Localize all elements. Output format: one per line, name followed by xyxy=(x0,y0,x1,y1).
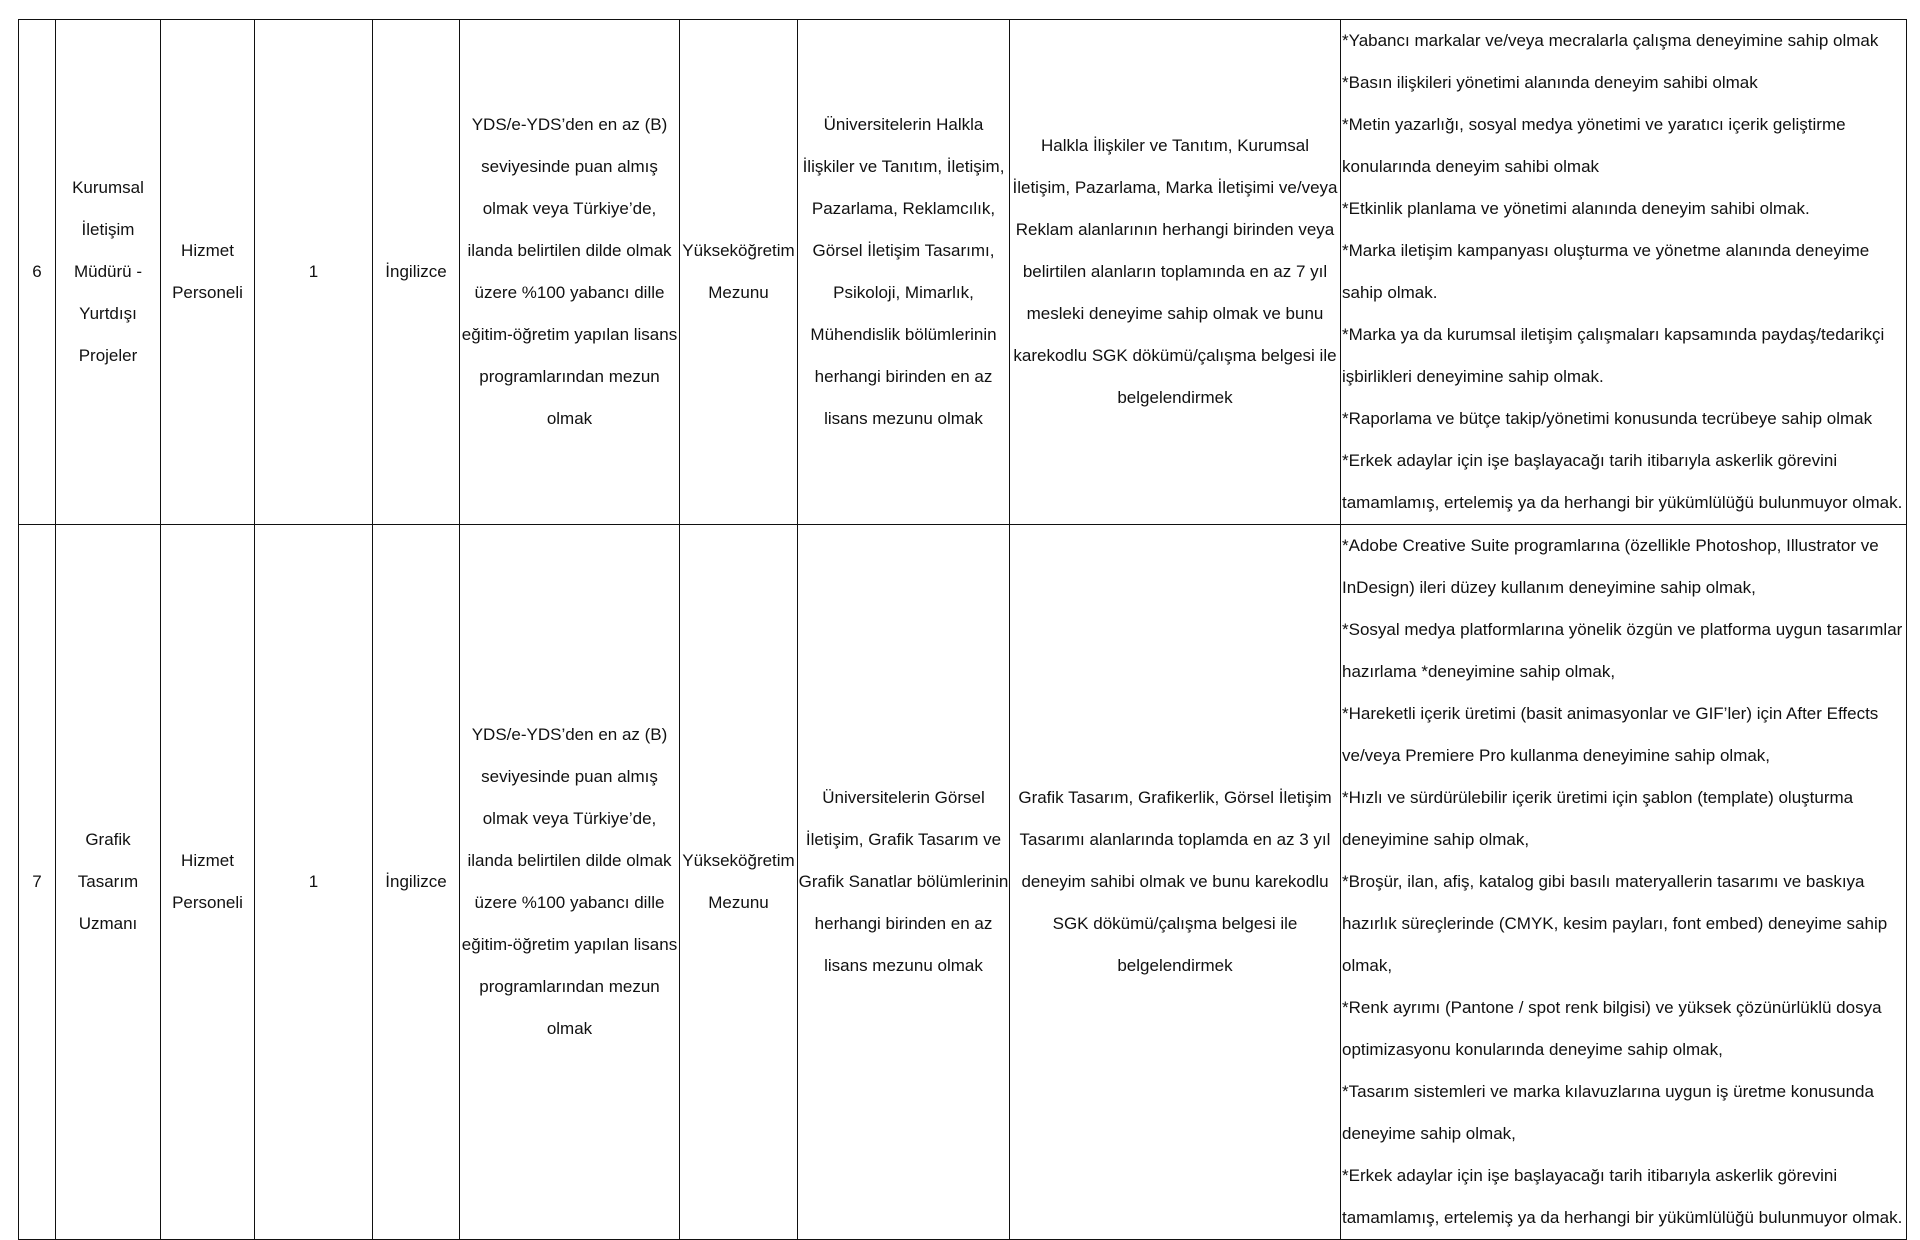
language-requirement: YDS/e-YDS’den en az (B) seviyesinde puan almış olmak veya Türkiye’de, ilanda belirtilen dilde olmak üzere %100 yabancı dille eğitim-öğretim yapılan lisans programlarından mezun olmak xyxy=(461,725,678,1038)
position-cell xyxy=(56,20,161,525)
position-count: 1 xyxy=(308,262,319,281)
position-count: 1 xyxy=(308,872,319,891)
department-cell xyxy=(798,20,1010,525)
staff-type: Hizmet Personeli xyxy=(172,241,243,302)
requirement-item: *Sosyal medya platformlarına yönelik özgün ve platforma uygun tasarımlar hazırlama *deneyimine sahip olmak, xyxy=(1342,620,1903,681)
requirement-item: *Hızlı ve sürdürülebilir içerik üretimi için şablon (template) oluşturma deneyimine sahip olmak, xyxy=(1342,788,1854,849)
job-listing-table xyxy=(18,19,1907,1240)
row-number: 7 xyxy=(32,872,42,891)
language-requirement-cell xyxy=(460,20,680,525)
requirement-item: *Renk ayrımı (Pantone / spot renk bilgisi) ve yüksek çözünürlüklü dosya optimizasyonu konularında deneyime sahip olmak, xyxy=(1342,998,1882,1059)
requirement-item: *Marka ya da kurumsal iletişim çalışmaları kapsamında paydaş/tedarikçi işbirlikleri deneyimine sahip olmak. xyxy=(1342,325,1885,386)
requirement-item: *Adobe Creative Suite programlarına (özellikle Photoshop, Illustrator ve InDesign) ileri düzey kullanım deneyimine sahip olmak, xyxy=(1342,536,1879,597)
requirements-cell xyxy=(1341,20,1907,525)
requirement-item: *Tasarım sistemleri ve marka kılavuzlarına uygun iş üretme konusunda deneyime sahip olmak, xyxy=(1342,1082,1874,1143)
experience-requirement: Grafik Tasarım, Grafikerlik, Görsel İletişim Tasarımı alanlarında toplamda en az 3 yıl deneyim sahibi olmak ve bunu karekodlu SGK dökümü/çalışma belgesi ile belgelendirmek xyxy=(1018,788,1332,975)
department-requirement: Üniversitelerin Görsel İletişim, Grafik Tasarım ve Grafik Sanatlar bölümlerinin herhangi birinden en az lisans mezunu olmak xyxy=(798,788,1009,975)
language-requirement-cell xyxy=(460,525,680,1240)
education-level-cell xyxy=(680,20,798,525)
staff-type-cell xyxy=(161,525,255,1240)
requirement-item: *Erkek adaylar için işe başlayacağı tarih itibarıyla askerlik görevini tamamlamış, ertelemiş ya da herhangi bir yükümlülüğü bulunmuyor olmak. xyxy=(1342,1166,1903,1227)
requirement-item: *Basın ilişkileri yönetimi alanında deneyim sahibi olmak xyxy=(1342,73,1758,92)
row-number-cell xyxy=(19,525,56,1240)
position-title: Kurumsal İletişim Müdürü - Yurtdışı Projeler xyxy=(72,178,144,365)
row-number: 6 xyxy=(32,262,42,281)
language: İngilizce xyxy=(385,262,447,281)
language-cell xyxy=(373,20,460,525)
position-cell xyxy=(56,525,161,1240)
requirement-item: *Broşür, ilan, afiş, katalog gibi basılı materyallerin tasarımı ve baskıya hazırlık süreçlerinde (CMYK, kesim payları, font embed) deneyime sahip olmak, xyxy=(1342,872,1888,975)
language: İngilizce xyxy=(385,872,447,891)
staff-type-cell xyxy=(161,20,255,525)
requirement-item: *Hareketli içerik üretimi (basit animasyonlar ve GIF’ler) için After Effects ve/veya Premiere Pro kullanma deneyimine sahip olmak, xyxy=(1342,704,1879,765)
count-cell xyxy=(255,20,373,525)
table-row xyxy=(19,20,1907,525)
requirement-item: *Marka iletişim kampanyası oluşturma ve yönetme alanında deneyime sahip olmak. xyxy=(1342,241,1870,302)
position-title: Grafik Tasarım Uzmanı xyxy=(77,830,139,933)
education-level-cell xyxy=(680,525,798,1240)
requirement-item: *Metin yazarlığı, sosyal medya yönetimi ve yaratıcı içerik geliştirme konularında deneyim sahibi olmak xyxy=(1342,115,1846,176)
requirement-item: *Etkinlik planlama ve yönetimi alanında deneyim sahibi olmak. xyxy=(1342,199,1810,218)
row-number-cell xyxy=(19,20,56,525)
count-cell xyxy=(255,525,373,1240)
language-requirement: YDS/e-YDS’den en az (B) seviyesinde puan almış olmak veya Türkiye’de, ilanda belirtilen dilde olmak üzere %100 yabancı dille eğitim-öğretim yapılan lisans programlarından mezun olmak xyxy=(461,115,678,428)
department-cell xyxy=(798,525,1010,1240)
language-cell xyxy=(373,525,460,1240)
experience-cell xyxy=(1010,20,1341,525)
requirement-item: *Yabancı markalar ve/veya mecralarla çalışma deneyimine sahip olmak xyxy=(1342,31,1879,50)
education-level: Yükseköğretim Mezunu xyxy=(682,851,795,912)
department-requirement: Üniversitelerin Halkla İlişkiler ve Tanıtım, İletişim, Pazarlama, Reklamcılık, Görsel İletişim Tasarımı, Psikoloji, Mimarlık, Mühendislik bölümlerinin herhangi birinden en az lisans mezunu olmak xyxy=(802,115,1005,428)
requirement-item: *Raporlama ve bütçe takip/yönetimi konusunda tecrübeye sahip olmak xyxy=(1342,409,1873,428)
table-row xyxy=(19,525,1907,1240)
staff-type: Hizmet Personeli xyxy=(172,851,243,912)
experience-cell xyxy=(1010,525,1341,1240)
requirements-cell xyxy=(1341,525,1907,1240)
education-level: Yükseköğretim Mezunu xyxy=(682,241,795,302)
experience-requirement: Halkla İlişkiler ve Tanıtım, Kurumsal İletişim, Pazarlama, Marka İletişimi ve/veya Reklam alanlarının herhangi birinden veya belirtilen alanların toplamında en az 7 yıl mesleki deneyime sahip olmak ve bunu karekodlu SGK dökümü/çalışma belgesi ile belgelendirmek xyxy=(1012,136,1338,407)
requirement-item: *Erkek adaylar için işe başlayacağı tarih itibarıyla askerlik görevini tamamlamış, ertelemiş ya da herhangi bir yükümlülüğü bulunmuyor olmak. xyxy=(1342,451,1903,512)
